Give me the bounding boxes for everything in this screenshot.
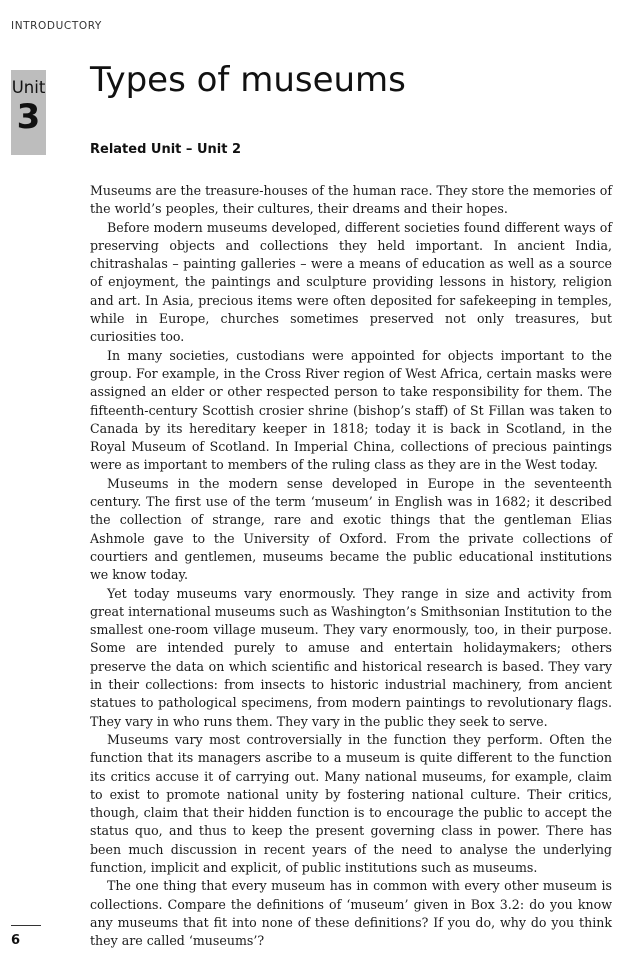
body-text <box>90 182 612 950</box>
folio-rule <box>11 925 41 926</box>
paragraph-6: Museums vary most controversially in the function they perform. Often the function that its managers ascribe to a museum is quite different to the function its critics accuse it of carrying out. Many national museums, for example, claim to exist to promote national unity by fostering national culture. Their critics, though, claim that their hidden function is to encourage the public to accept the status quo, and thus to keep the present governing class in power. There has been much discussion in recent years of the need to analyse the underlying function, implicit and explicit, of public institutions such as museums. <box>90 731 612 875</box>
paragraph-3: In many societies, custodians were appointed for objects important to the group. For example, in the Cross River region of West Africa, certain masks were assigned an elder or other respected person to take responsibility for them. The fifteenth-century Scottish crosier shrine (bishop’s staff) of St Fillan was taken to Canada by its hereditary keeper in 1818; today it is back in Scotland, in the Royal Museum of Scotland. In Imperial China, collections of precious paintings were as important to members of the ruling class as they are in the West today. <box>90 347 612 473</box>
paragraph-2: Before modern museums developed, different societies found different ways of preserving objects and collections they held important. In ancient India, chitrashalas – painting galleries – were a means of education as well as a source of enjoyment, the paintings and sculpture providing lessons in history, religion and art. In Asia, precious items were often deposited for safekeeping in temples, while in Europe, churches sometimes preserved not only treasures, but curiosities too. <box>90 219 612 345</box>
unit-label: Unit <box>11 78 46 97</box>
paragraph-7: The one thing that every museum has in common with every other museum is collections. Compare the definitions of ‘museum’ given in Box 3.2: do you know any museums that fit into none of these definitions? If you do, why do you think they are called ‘museums’? <box>90 878 612 949</box>
paragraph-1: Museums are the treasure-houses of the human race. They store the memories of the world’s peoples, their cultures, their dreams and their hopes. <box>90 183 612 217</box>
page-title: Types of museums <box>90 60 406 100</box>
paragraph-4: Museums in the modern sense developed in Europe in the seventeenth century. The first use of the term ‘museum’ in English was in 1682; it described the collection of strange, rare and exotic things that the gentleman Elias Ashmole gave to the University of Oxford. From the private collections of courtiers and gentlemen, museums became the public educational institutions we know today. <box>90 475 612 583</box>
running-head: INTRODUCTORY <box>11 20 102 32</box>
related-unit-heading: Related Unit – Unit 2 <box>90 142 242 157</box>
unit-number: 3 <box>16 97 41 137</box>
paragraph-5: Yet today museums vary enormously. They range in size and activity from great international museums such as Washington’s Smithsonian Institution to the smallest one-room village museum. They vary enormously, too, in their purpose. Some are intended purely to amuse and entertain holidaymakers; others preserve the data on which scientific and historical research is based. They vary in their collections: from insects to historic industrial machinery, from ancient statues to pathological specimens, from modern paintings to revolutionary flags. They vary in who runs them. They vary in the public they seek to serve. <box>90 585 612 729</box>
unit-marker <box>11 70 46 155</box>
page-number: 6 <box>11 933 21 948</box>
